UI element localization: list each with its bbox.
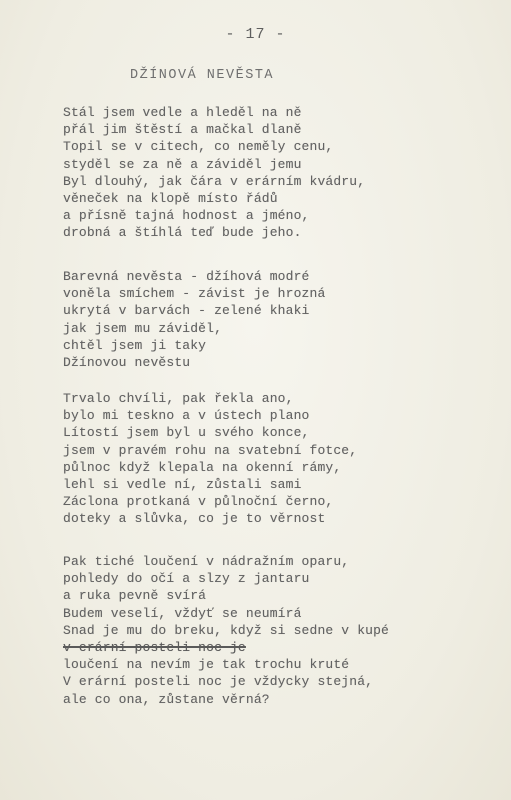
poem-line: Barevná nevěsta - džíhová modré: [63, 269, 310, 284]
poem-line: loučení na nevím je tak trochu kruté: [63, 657, 350, 673]
poem-line: Lítostí jsem byl u svého konce,: [63, 425, 310, 441]
poem-line: chtěl jsem ji taky: [63, 337, 207, 353]
poem-line: půlnoc když klepala na okenní rámy,: [63, 459, 342, 475]
stanza-4: [63, 553, 389, 708]
poem-line: Pak tiché loučení v nádražním oparu,: [63, 554, 350, 569]
poem-line: Budem veselí, vždyť se neumírá: [63, 605, 302, 621]
poem-line: styděl se za ně a záviděl jemu: [63, 156, 302, 172]
poem-line: V erární posteli noc je vždycky stejná,: [63, 674, 374, 690]
poem-line: jsem v pravém rohu na svatební fotce,: [63, 442, 358, 458]
poem-line: Záclona protkaná v půlnoční černo,: [63, 494, 334, 510]
poem-line: Trvalo chvíli, pak řekla ano,: [63, 391, 294, 406]
struck-out-line: v erární posteli noc je: [63, 639, 246, 655]
stanza-2: [63, 268, 325, 371]
poem-line: a ruka pevně svírá: [63, 588, 207, 604]
poem-line: ukrytá v barvách - zelené khaki: [63, 303, 310, 319]
poem-line: lehl si vedle ní, zůstali sami: [63, 476, 302, 492]
page-number: - 17 -: [225, 26, 286, 43]
poem-line: Snad je mu do breku, když si sedne v kupé: [63, 622, 390, 638]
poem-line: bylo mi teskno a v ústech plano: [63, 408, 310, 424]
poem-line: věneček na klopě místo řádů: [63, 190, 278, 206]
poem-line: Džínovou nevěstu: [63, 354, 191, 370]
poem-line: pohledy do očí a slzy z jantaru: [63, 571, 310, 587]
poem-line: Byl dlouhý, jak čára v erárním kvádru,: [63, 173, 366, 189]
poem-title: DŽÍNOVÁ NEVĚSTA: [130, 68, 275, 83]
poem-line: voněla smíchem - závist je hrozná: [63, 286, 326, 302]
poem-line: doteky a slůvka, co je to věrnost: [63, 511, 326, 527]
poem-line: drobná a štíhlá teď bude jeho.: [63, 225, 302, 241]
poem-line: ale co ona, zůstane věrná?: [63, 691, 270, 707]
poem-line: přál jim štěstí a mačkal dlaně: [63, 122, 302, 138]
poem-line: a přísně tajná hodnost a jméno,: [63, 208, 310, 224]
poem-line: jak jsem mu záviděl,: [63, 320, 223, 336]
stanza-1: [63, 104, 365, 242]
poem-line: Stál jsem vedle a hleděl na ně: [63, 105, 302, 120]
poem-line: Topil se v citech, co neměly cenu,: [63, 139, 334, 155]
stanza-3: [63, 390, 357, 528]
